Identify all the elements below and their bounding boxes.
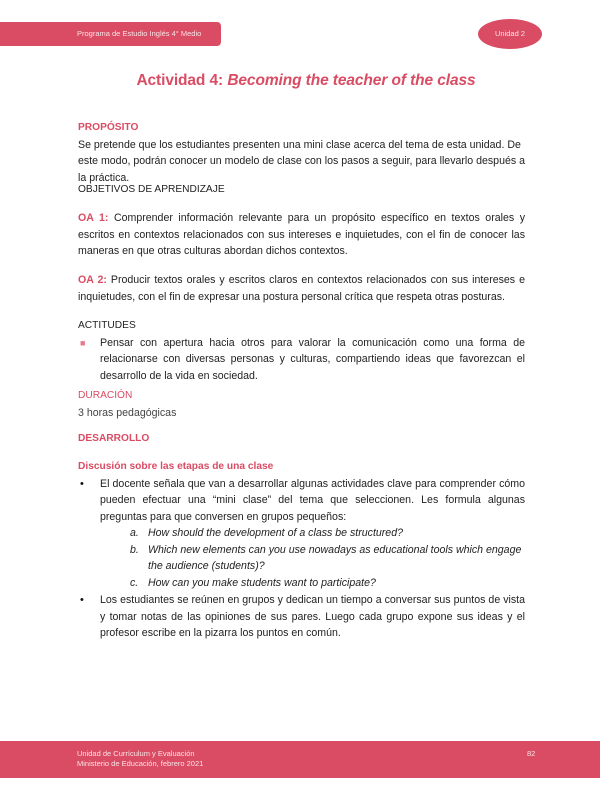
discussion-bullet-1-text: El docente señala que van a desarrollar algunas actividades clave para comprender cómo pueden efectuar una “mini clase” del tema que seleccionen. Les formula algunas preguntas para que conversen en grupos pequeños: <box>100 477 525 523</box>
objective-oa1 <box>78 210 525 260</box>
discussion-bullet-2 <box>78 592 525 642</box>
section-duracion <box>78 388 525 421</box>
footer-bar <box>0 741 600 778</box>
footer-credits <box>77 749 203 769</box>
bullet-icon: ■ <box>80 337 86 348</box>
question-list <box>130 525 525 591</box>
question-text: How can you make students want to participate? <box>148 576 376 589</box>
section-actitudes <box>78 318 525 384</box>
oa1-text: Comprender información relevante para un propósito específico en textos orales y escritos en contextos relacionados con sus intereses e inquietudes, con el fin de conocer las maneras en que otras culturas abordan dichos contextos. <box>78 212 525 257</box>
footer-line-2: Ministerio de Educación, febrero 2021 <box>77 759 204 768</box>
duracion-heading: DURACIÓN <box>78 390 133 401</box>
question-item <box>130 575 525 592</box>
footer-line-1: Unidad de Currículum y Evaluación <box>77 749 195 758</box>
section-proposito <box>78 120 525 186</box>
discussion-bullet-1 <box>78 476 525 526</box>
duracion-text: 3 horas pedagógicas <box>78 406 177 419</box>
question-item <box>130 542 525 575</box>
discussion-subheading: Discusión sobre las etapas de una clase <box>78 461 274 472</box>
question-text: Which new elements can you use nowadays as educational tools which engage the audience (students)? <box>148 543 522 572</box>
title-prefix: Actividad 4: <box>136 72 228 89</box>
actitud-text: Pensar con apertura hacia otros para valorar la comunicación como una forma de relacionarse con diversas personas y culturas, compartiendo ideas que favorezcan el desarrollo de la vida en sociedad. <box>100 336 525 382</box>
page-number: 82 <box>527 749 536 758</box>
discussion-bullet-2-wrapper <box>78 592 525 642</box>
question-letter: a. <box>130 527 139 539</box>
unit-label: Unidad 2 <box>494 29 526 38</box>
oa1-code: OA 1: <box>78 212 109 224</box>
discussion-section <box>78 459 525 591</box>
bullet-icon: • <box>80 477 84 490</box>
actitud-item <box>78 335 525 385</box>
question-letter: b. <box>130 543 139 556</box>
page-title <box>0 72 600 90</box>
section-desarrollo <box>78 431 525 448</box>
discussion-bullet-2-text: Los estudiantes se reúnen en grupos y dedican un tiempo a conversar sus puntos de vista y tomar notas de las opiniones de sus pares. Luego cada grupo expone sus ideas y el profesor escribe en la pizarra los puntos en común. <box>100 594 525 639</box>
actitudes-heading: ACTITUDES <box>78 320 136 331</box>
section-objetivos <box>78 182 525 199</box>
question-letter: c. <box>130 576 139 589</box>
objetivos-heading: OBJETIVOS DE APRENDIZAJE <box>78 184 225 195</box>
bullet-icon: • <box>80 594 84 606</box>
objective-oa2 <box>78 272 525 305</box>
question-item <box>130 525 525 542</box>
header-program-bar <box>0 22 221 46</box>
oa2-code: OA 2: <box>78 274 107 286</box>
program-label: Programa de Estudio Inglés 4° Medio <box>77 29 202 38</box>
title-subtitle: Becoming the teacher of the class <box>227 72 476 89</box>
proposito-heading: PROPÓSITO <box>78 122 139 133</box>
unit-badge <box>478 19 542 49</box>
proposito-text: Se pretende que los estudiantes presenten una mini clase acerca del tema de esta unidad. De este modo, podrán conocer un modelo de clase con los pasos a seguir, para llevarlo después a la práctica. <box>78 138 525 184</box>
desarrollo-heading: DESARROLLO <box>78 433 150 444</box>
question-text: How should the development of a class be structured? <box>148 527 403 539</box>
oa2-text: Producir textos orales y escritos claros en contextos relacionados con sus intereses e inquietudes, con el fin de expresar una postura personal crítica que respeta otras posturas. <box>78 274 525 303</box>
